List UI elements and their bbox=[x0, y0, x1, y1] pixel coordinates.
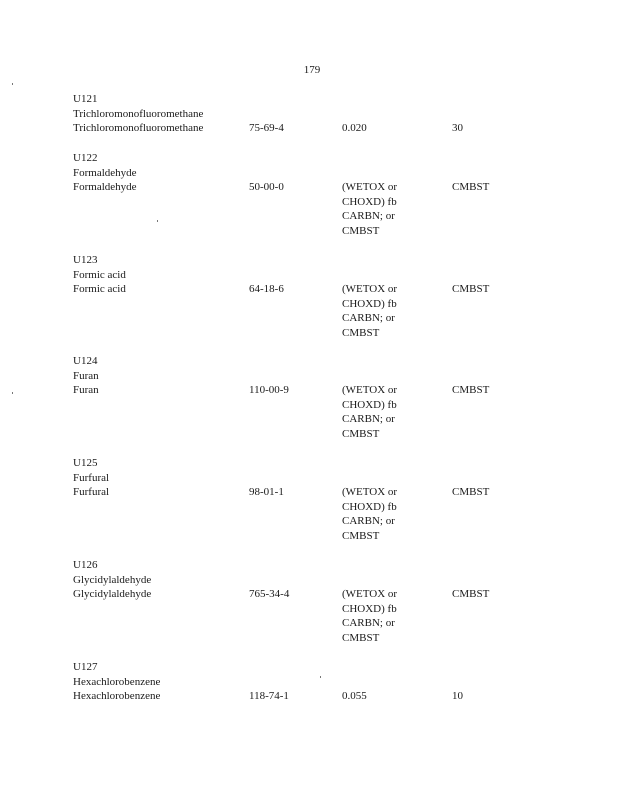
cas-number: 118-74-1 bbox=[249, 690, 289, 702]
concentration-line: CARBN; or bbox=[342, 312, 395, 324]
concentration-line: CMBST bbox=[342, 631, 380, 644]
concentration-line: CHOXD) fb bbox=[342, 602, 397, 615]
waste-code: U126 bbox=[73, 559, 98, 571]
nonwastewater-standard: 10 bbox=[452, 690, 463, 702]
constituent-name: Glycidylaldehyde bbox=[73, 588, 152, 600]
constituent-row bbox=[73, 485, 553, 542]
constituent-row bbox=[73, 587, 553, 644]
scan-speck bbox=[157, 220, 158, 222]
concentration bbox=[342, 689, 422, 704]
waste-entry bbox=[73, 92, 553, 136]
concentration-line: 0.020 bbox=[342, 122, 367, 134]
waste-entry bbox=[73, 354, 553, 440]
concentration-line: CHOXD) fb bbox=[342, 398, 397, 411]
constituent-name: Formic acid bbox=[73, 283, 126, 295]
waste-entry bbox=[73, 456, 553, 542]
concentration bbox=[342, 282, 422, 340]
constituent-row bbox=[73, 689, 553, 704]
constituent-row bbox=[73, 282, 553, 339]
concentration-line: CARBN; or bbox=[342, 515, 395, 527]
waste-heading: Furfural bbox=[73, 471, 110, 484]
concentration bbox=[342, 485, 422, 543]
constituent-name: Formaldehyde bbox=[73, 181, 137, 193]
scan-speck bbox=[12, 392, 13, 394]
concentration-line: CARBN; or bbox=[342, 617, 395, 629]
waste-code: U127 bbox=[73, 661, 98, 673]
cas-number: 98-01-1 bbox=[249, 486, 284, 498]
concentration-line: CARBN; or bbox=[342, 413, 395, 425]
concentration-line: CMBST bbox=[342, 326, 380, 339]
cas-number: 50-00-0 bbox=[249, 181, 284, 193]
nonwastewater-standard: 30 bbox=[452, 122, 463, 134]
constituent-name: Trichloromonofluoromethane bbox=[73, 122, 204, 134]
constituent-row bbox=[73, 383, 553, 440]
nonwastewater-standard: CMBST bbox=[452, 486, 490, 498]
concentration-line: (WETOX or bbox=[342, 588, 398, 600]
concentration bbox=[342, 383, 422, 441]
concentration bbox=[342, 180, 422, 238]
waste-code: U122 bbox=[73, 152, 98, 164]
concentration-line: CHOXD) fb bbox=[342, 195, 397, 208]
concentration-line: 0.055 bbox=[342, 690, 367, 702]
concentration bbox=[342, 587, 422, 645]
constituent-name: Hexachlorobenzene bbox=[73, 690, 161, 702]
concentration-line: CHOXD) fb bbox=[342, 297, 397, 310]
constituent-row bbox=[73, 180, 553, 237]
concentration-line: CARBN; or bbox=[342, 210, 395, 222]
waste-code: U125 bbox=[73, 457, 98, 469]
scan-speck bbox=[12, 83, 13, 85]
concentration bbox=[342, 121, 422, 136]
concentration-line: (WETOX or bbox=[342, 181, 398, 193]
waste-heading: Formaldehyde bbox=[73, 166, 137, 179]
waste-entry bbox=[73, 660, 553, 704]
cas-number: 110-00-9 bbox=[249, 384, 289, 396]
nonwastewater-standard: CMBST bbox=[452, 181, 490, 193]
waste-heading: Formic acid bbox=[73, 268, 126, 281]
cas-number: 64-18-6 bbox=[249, 283, 284, 295]
waste-entry bbox=[73, 151, 553, 237]
waste-heading: Furan bbox=[73, 369, 99, 382]
waste-entry bbox=[73, 253, 553, 339]
concentration-line: CMBST bbox=[342, 224, 380, 237]
cas-number: 765-34-4 bbox=[249, 588, 290, 600]
page-number: 179 bbox=[303, 64, 321, 76]
concentration-line: CMBST bbox=[342, 529, 380, 542]
waste-code: U124 bbox=[73, 355, 98, 367]
waste-heading: Glycidylaldehyde bbox=[73, 573, 152, 586]
concentration-line: (WETOX or bbox=[342, 384, 398, 396]
waste-code: U123 bbox=[73, 254, 98, 266]
concentration-line: (WETOX or bbox=[342, 283, 398, 295]
nonwastewater-standard: CMBST bbox=[452, 384, 490, 396]
concentration-line: CMBST bbox=[342, 427, 380, 440]
waste-heading: Hexachlorobenzene bbox=[73, 675, 161, 688]
concentration-line: (WETOX or bbox=[342, 486, 398, 498]
waste-code: U121 bbox=[73, 93, 98, 105]
concentration-line: CHOXD) fb bbox=[342, 500, 397, 513]
constituent-name: Furan bbox=[73, 384, 99, 396]
waste-entry bbox=[73, 558, 553, 644]
nonwastewater-standard: CMBST bbox=[452, 588, 490, 600]
nonwastewater-standard: CMBST bbox=[452, 283, 490, 295]
waste-heading: Trichloromonofluoromethane bbox=[73, 107, 204, 120]
constituent-name: Furfural bbox=[73, 486, 110, 498]
cas-number: 75-69-4 bbox=[249, 122, 284, 134]
constituent-row bbox=[73, 121, 553, 136]
